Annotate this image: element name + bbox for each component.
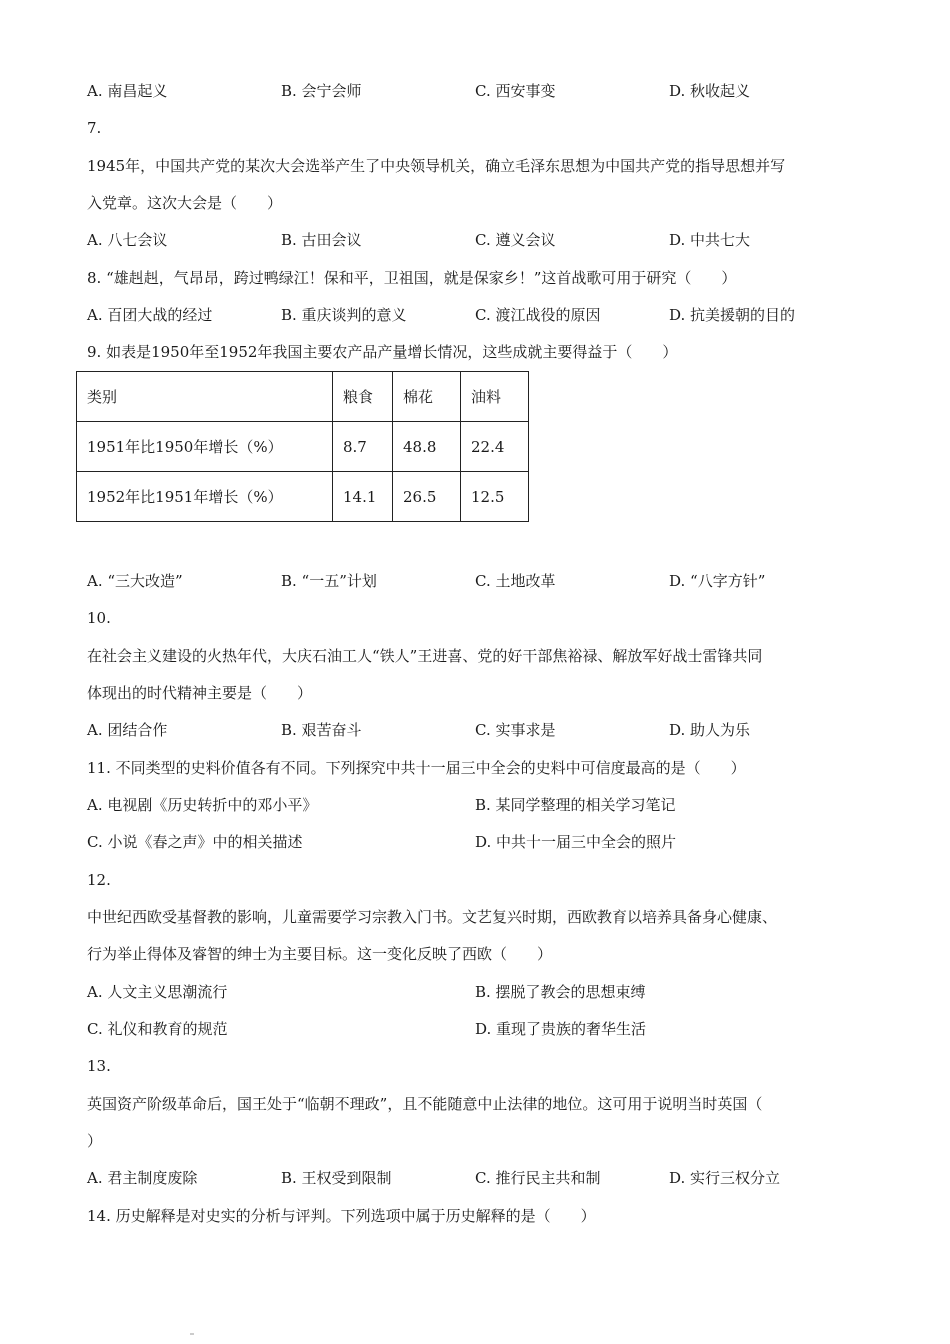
q11-option-c: C. 小说《春之声》中的相关描述 xyxy=(87,833,303,851)
q13-option-c: C. 推行民主共和制 xyxy=(475,1169,601,1187)
q12-option-b: B. 摆脱了教会的思想束缚 xyxy=(475,983,646,1001)
table-header-row xyxy=(77,372,529,422)
q11-option-d: D. 中共十一届三中全会的照片 xyxy=(475,833,677,851)
q9-option-b: B. “一五”计划 xyxy=(281,572,377,590)
table-cell: 1951年比1950年增长（%） xyxy=(77,422,333,472)
table-cell: 8.7 xyxy=(333,422,393,472)
q9-stem: 9. 如表是1950年至1952年我国主要农产品产量增长情况，这些成就主要得益于（ ） xyxy=(87,343,678,361)
table-cell: 12.5 xyxy=(461,472,529,522)
q12-number: 12. xyxy=(87,871,111,889)
table-header-oilseed: 油料 xyxy=(461,372,529,422)
q11-stem: 11. 不同类型的史料价值各有不同。下列探究中共十一届三中全会的史料中可信度最高的是（ ） xyxy=(87,759,746,777)
q9-option-c: C. 土地改革 xyxy=(475,572,556,590)
q12-option-d: D. 重现了贵族的奢华生活 xyxy=(475,1020,647,1038)
table-cell: 22.4 xyxy=(461,422,529,472)
q11-option-b: B. 某同学整理的相关学习笔记 xyxy=(475,796,676,814)
q8-option-a: A. 百团大战的经过 xyxy=(87,306,213,324)
q10-option-d: D. 助人为乐 xyxy=(669,721,751,739)
q6-option-b: B. 会宁会师 xyxy=(281,82,362,100)
q12-stem-line2: 行为举止得体及睿智的绅士为主要目标。这一变化反映了西欧（ ） xyxy=(87,945,553,963)
q8-option-c: C. 渡江战役的原因 xyxy=(475,306,601,324)
q10-number: 10. xyxy=(87,609,111,627)
table-row xyxy=(77,472,529,522)
q13-stem-line2: ） xyxy=(87,1132,103,1150)
q13-number: 13. xyxy=(87,1057,111,1075)
q7-option-a: A. 八七会议 xyxy=(87,231,168,249)
q6-option-d: D. 秋收起义 xyxy=(669,82,751,100)
table-header-category: 类别 xyxy=(77,372,333,422)
q7-stem-line2: 入党章。这次大会是（ ） xyxy=(87,194,283,212)
table-cell: 14.1 xyxy=(333,472,393,522)
q9-option-d: D. “八字方针” xyxy=(669,572,766,590)
q6-option-c: C. 西安事变 xyxy=(475,82,556,100)
table-cell: 48.8 xyxy=(393,422,461,472)
q11-option-a: A. 电视剧《历史转折中的邓小平》 xyxy=(87,796,318,814)
q12-stem-line1: 中世纪西欧受基督教的影响，儿童需要学习宗教入门书。文艺复兴时期，西欧教育以培养具备身心健康、 xyxy=(87,908,778,926)
table-cell: 26.5 xyxy=(393,472,461,522)
q8-option-b: B. 重庆谈判的意义 xyxy=(281,306,407,324)
q8-option-d: D. 抗美援朝的目的 xyxy=(669,306,796,324)
q8-stem: 8. “雄赳赳，气昂昂，跨过鸭绿江！保和平，卫祖国，就是保家乡！”这首战歌可用于研究（ ） xyxy=(87,269,737,287)
q14-stem: 14. 历史解释是对史实的分析与评判。下列选项中属于历史解释的是（ ） xyxy=(87,1207,596,1225)
q9-option-a: A. “三大改造” xyxy=(87,572,183,590)
q13-option-d: D. 实行三权分立 xyxy=(669,1169,781,1187)
q13-option-b: B. 王权受到限制 xyxy=(281,1169,392,1187)
q7-option-b: B. 古田会议 xyxy=(281,231,362,249)
table-row xyxy=(77,422,529,472)
q7-number: 7. xyxy=(87,119,102,137)
q9-data-table xyxy=(76,371,529,522)
q7-stem-line1: 1945年，中国共产党的某次大会选举产生了中央领导机关，确立毛泽东思想为中国共产党的指导思想并写 xyxy=(87,157,786,175)
table-cell: 1952年比1951年增长（%） xyxy=(77,472,333,522)
page-mark xyxy=(190,1333,194,1335)
q10-option-b: B. 艰苦奋斗 xyxy=(281,721,362,739)
q13-stem-line1: 英国资产阶级革命后，国王处于“临朝不理政”，且不能随意中止法律的地位。这可用于说明当时英国（ xyxy=(87,1095,763,1113)
table-header-cotton: 棉花 xyxy=(393,372,461,422)
q7-option-c: C. 遵义会议 xyxy=(475,231,556,249)
q10-option-a: A. 团结合作 xyxy=(87,721,168,739)
q10-stem-line2: 体现出的时代精神主要是（ ） xyxy=(87,684,313,702)
table-header-grain: 粮食 xyxy=(333,372,393,422)
q12-option-c: C. 礼仪和教育的规范 xyxy=(87,1020,228,1038)
q10-option-c: C. 实事求是 xyxy=(475,721,556,739)
q7-option-d: D. 中共七大 xyxy=(669,231,751,249)
q13-option-a: A. 君主制度废除 xyxy=(87,1169,198,1187)
q10-stem-line1: 在社会主义建设的火热年代，大庆石油工人“铁人”王进喜、党的好干部焦裕禄、解放军好战士雷锋共同 xyxy=(87,647,763,665)
q12-option-a: A. 人文主义思潮流行 xyxy=(87,983,228,1001)
q6-option-a: A. 南昌起义 xyxy=(87,82,168,100)
